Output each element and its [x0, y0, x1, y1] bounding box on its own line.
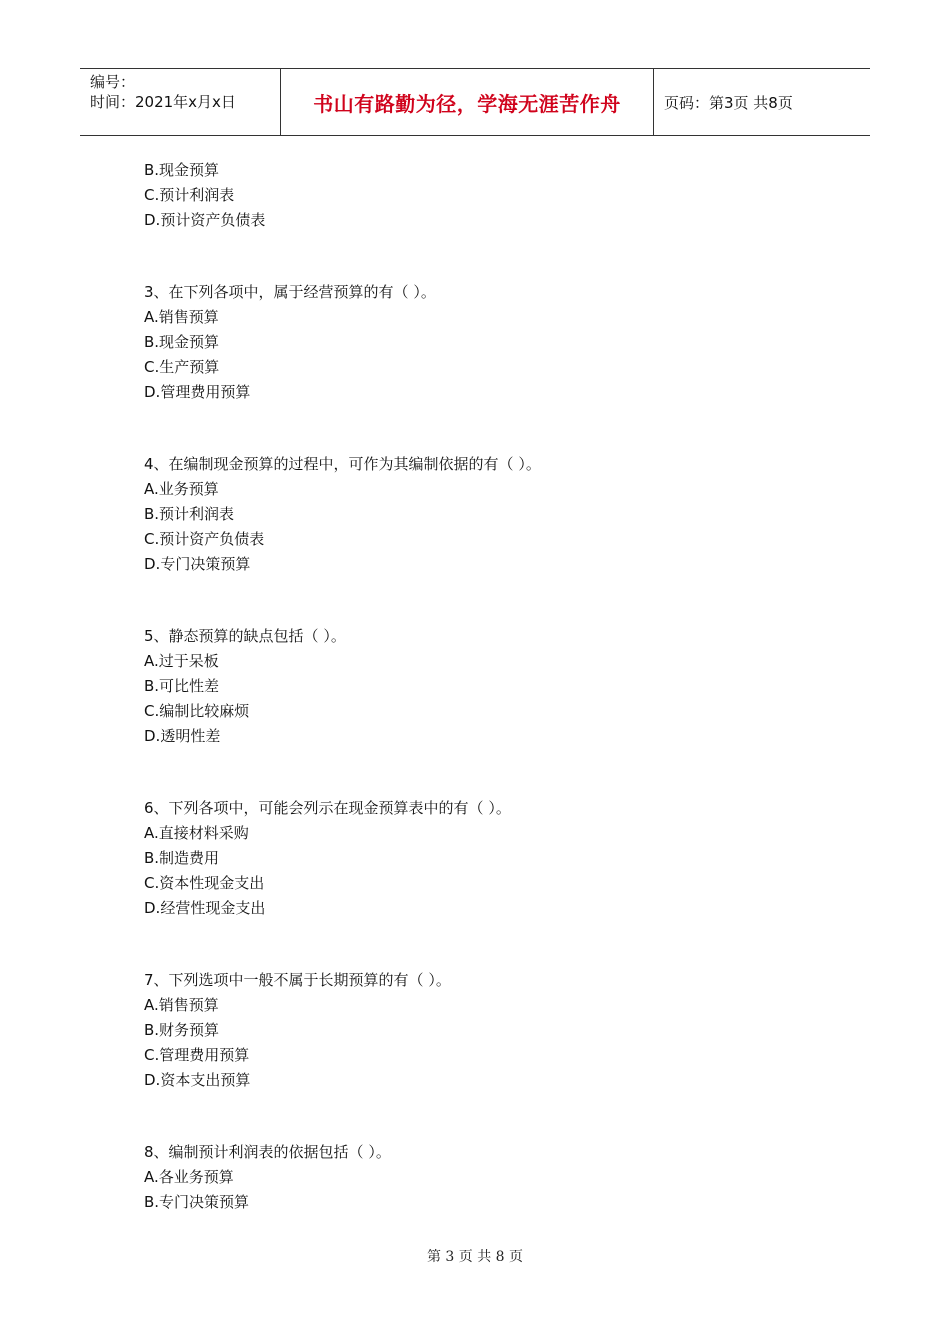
- question-block: [144, 796, 844, 921]
- answer-option: C.资本性现金支出: [144, 874, 265, 892]
- block-spacer: [144, 749, 844, 796]
- answer-option: A.直接材料采购: [144, 824, 249, 842]
- answer-option: A.销售预算: [144, 308, 219, 326]
- answer-option: B.现金预算: [144, 161, 220, 179]
- answer-option: A.销售预算: [144, 996, 219, 1014]
- answer-option: A.业务预算: [144, 480, 219, 498]
- question-block: [144, 452, 844, 577]
- answer-option: B.制造费用: [144, 849, 220, 867]
- block-spacer: [144, 577, 844, 624]
- answer-option: B.现金预算: [144, 333, 220, 351]
- answer-option: C.预计利润表: [144, 186, 235, 204]
- header-page-indicator: 页码：第3页 共8页: [664, 93, 793, 112]
- question-block: [144, 158, 844, 233]
- answer-option: B.预计利润表: [144, 505, 235, 523]
- header-info-cell: [80, 69, 281, 135]
- answer-option: D.预计资产负债表: [144, 211, 266, 229]
- question-block: [144, 624, 844, 749]
- block-spacer: [144, 405, 844, 452]
- question-text: 4、在编制现金预算的过程中，可作为其编制依据的有（ ）。: [144, 455, 541, 473]
- question-text: 8、编制预计利润表的依据包括（ ）。: [144, 1143, 391, 1161]
- answer-option: B.可比性差: [144, 677, 220, 695]
- document-time-label: 时间：2021年x月x日: [90, 93, 236, 111]
- document-number-label: 编号：: [90, 73, 136, 91]
- answer-option: B.专门决策预算: [144, 1193, 250, 1211]
- block-spacer: [144, 921, 844, 968]
- page-header: [80, 68, 870, 136]
- answer-option: D.经营性现金支出: [144, 899, 266, 917]
- answer-option: C.预计资产负债表: [144, 530, 265, 548]
- answer-option: A.各业务预算: [144, 1168, 234, 1186]
- question-text: 5、静态预算的缺点包括（ ）。: [144, 627, 346, 645]
- answer-option: D.管理费用预算: [144, 383, 251, 401]
- question-text: 7、下列选项中一般不属于长期预算的有（ ）。: [144, 971, 451, 989]
- answer-option: C.编制比较麻烦: [144, 702, 250, 720]
- question-block: [144, 280, 844, 405]
- answer-option: C.管理费用预算: [144, 1046, 250, 1064]
- answer-option: B.财务预算: [144, 1021, 220, 1039]
- answer-option: D.透明性差: [144, 727, 221, 745]
- block-spacer: [144, 1093, 844, 1140]
- question-list: [144, 158, 844, 1215]
- answer-option: A.过于呆板: [144, 652, 219, 670]
- answer-option: C.生产预算: [144, 358, 220, 376]
- header-motto: 书山有路勤为径，学海无涯苦作舟: [281, 69, 654, 135]
- question-block: [144, 1140, 844, 1215]
- question-block: [144, 968, 844, 1093]
- answer-option: D.资本支出预算: [144, 1071, 251, 1089]
- question-text: 3、在下列各项中，属于经营预算的有（ ）。: [144, 283, 436, 301]
- question-text: 6、下列各项中，可能会列示在现金预算表中的有（ ）。: [144, 799, 511, 817]
- page-footer: 第 3 页 共 8 页: [426, 1249, 524, 1265]
- answer-option: D.专门决策预算: [144, 555, 251, 573]
- block-spacer: [144, 233, 844, 280]
